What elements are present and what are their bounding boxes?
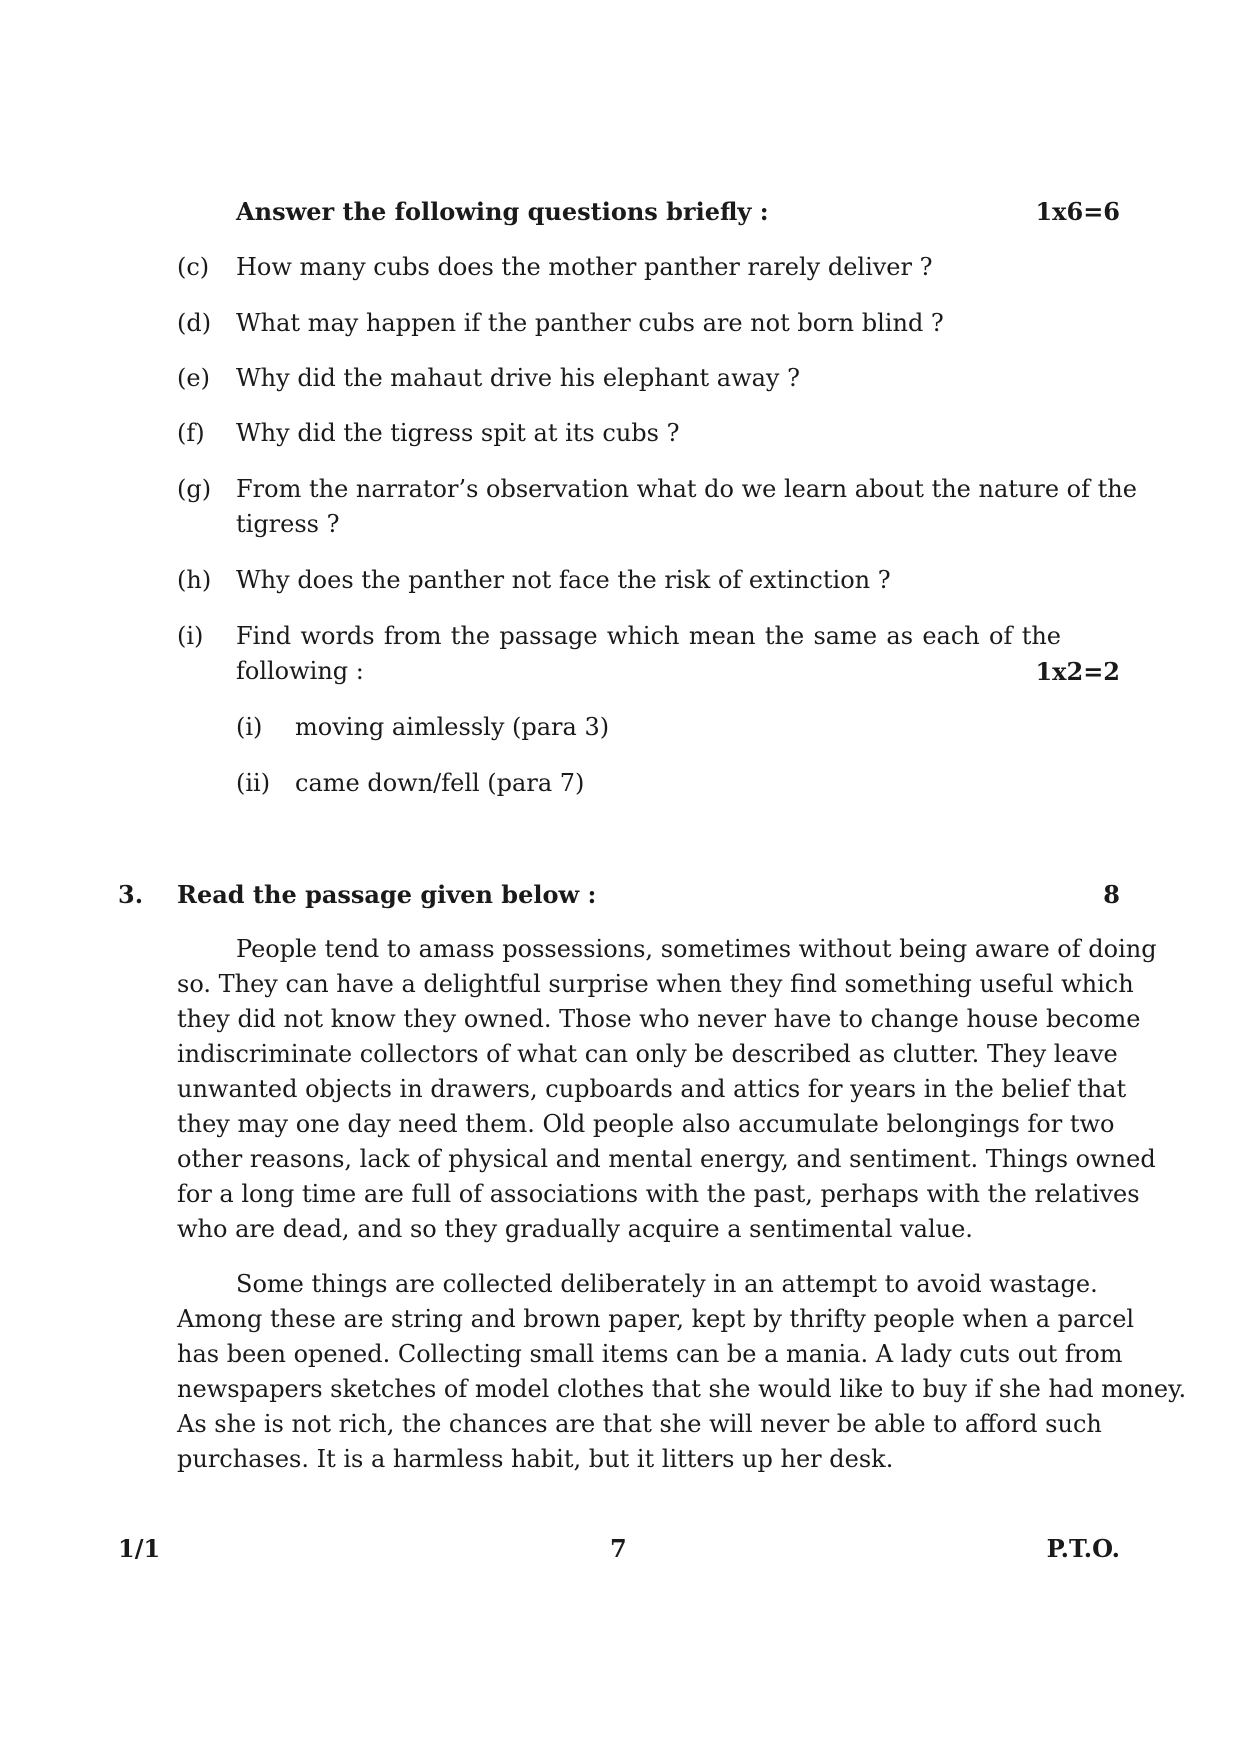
question-text-g-line1: From the narrator’s observation what do we learn about the nature of the <box>236 475 1137 503</box>
section-number: 3. <box>118 880 144 909</box>
section-heading: Read the passage given below : <box>177 880 597 909</box>
question-label-e: (e) <box>177 364 210 392</box>
passage-p2-line2: Among these are string and brown paper, kept by thrifty people when a parcel <box>177 1305 1135 1333</box>
question-i-marks: 1x2=2 <box>1035 657 1120 686</box>
question-text-i-line2: following : <box>236 657 364 685</box>
question-text-f: Why did the tigress spit at its cubs ? <box>236 419 680 447</box>
subquestion-text-2: came down/fell (para 7) <box>295 769 585 797</box>
question-label-g: (g) <box>177 475 212 503</box>
passage-p2-line1: Some things are collected deliberately in an attempt to avoid wastage. <box>236 1270 1098 1298</box>
question-text-c: How many cubs does the mother panther rarely deliver ? <box>236 253 933 281</box>
subquestion-label-2: (ii) <box>236 769 271 797</box>
passage-p2-line3: has been opened. Collecting small items can be a mania. A lady cuts out from <box>177 1340 1123 1368</box>
footer-pto: P.T.O. <box>1046 1534 1120 1563</box>
subquestion-text-1: moving aimlessly (para 3) <box>295 713 610 741</box>
question-text-g-line2: tigress ? <box>236 510 340 538</box>
passage-p2-line4: newspapers sketches of model clothes that she would like to buy if she had money. <box>177 1375 1187 1403</box>
question-label-d: (d) <box>177 309 212 337</box>
section-marks: 8 <box>1103 880 1120 909</box>
passage-p1-line5: unwanted objects in drawers, cupboards and attics for years in the belief that <box>177 1075 1127 1103</box>
footer-code: 1/1 <box>118 1534 161 1563</box>
question-text-i-line1: Find words from the passage which mean the same as each of the <box>236 622 1061 650</box>
passage-p1-line6: they may one day need them. Old people also accumulate belongings for two <box>177 1110 1115 1138</box>
instruction-heading: Answer the following questions briefly : <box>236 197 769 226</box>
question-label-h: (h) <box>177 566 212 594</box>
subquestion-label-1: (i) <box>236 713 263 741</box>
passage-p1-line1: People tend to amass possessions, sometimes without being aware of doing <box>236 935 1157 963</box>
question-label-i: (i) <box>177 622 204 650</box>
instruction-marks: 1x6=6 <box>1035 197 1120 226</box>
question-text-e: Why did the mahaut drive his elephant away ? <box>236 364 800 392</box>
question-label-c: (c) <box>177 253 210 281</box>
passage-p1-line2: so. They can have a delightful surprise when they find something useful which <box>177 970 1134 998</box>
question-text-d: What may happen if the panther cubs are not born blind ? <box>236 309 944 337</box>
question-text-h: Why does the panther not face the risk of extinction ? <box>236 566 891 594</box>
passage-p2-line5: As she is not rich, the chances are that she will never be able to afford such <box>177 1410 1102 1438</box>
passage-p1-line7: other reasons, lack of physical and mental energy, and sentiment. Things owned <box>177 1145 1156 1173</box>
passage-p1-line8: for a long time are full of associations with the past, perhaps with the relatives <box>177 1180 1140 1208</box>
passage-p1-line4: indiscriminate collectors of what can only be described as clutter. They leave <box>177 1040 1118 1068</box>
passage-p1-line9: who are dead, and so they gradually acquire a sentimental value. <box>177 1215 973 1243</box>
passage-p2-line6: purchases. It is a harmless habit, but it litters up her desk. <box>177 1445 894 1473</box>
question-label-f: (f) <box>177 419 205 447</box>
passage-p1-line3: they did not know they owned. Those who never have to change house become <box>177 1005 1141 1033</box>
page-number: 7 <box>610 1534 627 1563</box>
